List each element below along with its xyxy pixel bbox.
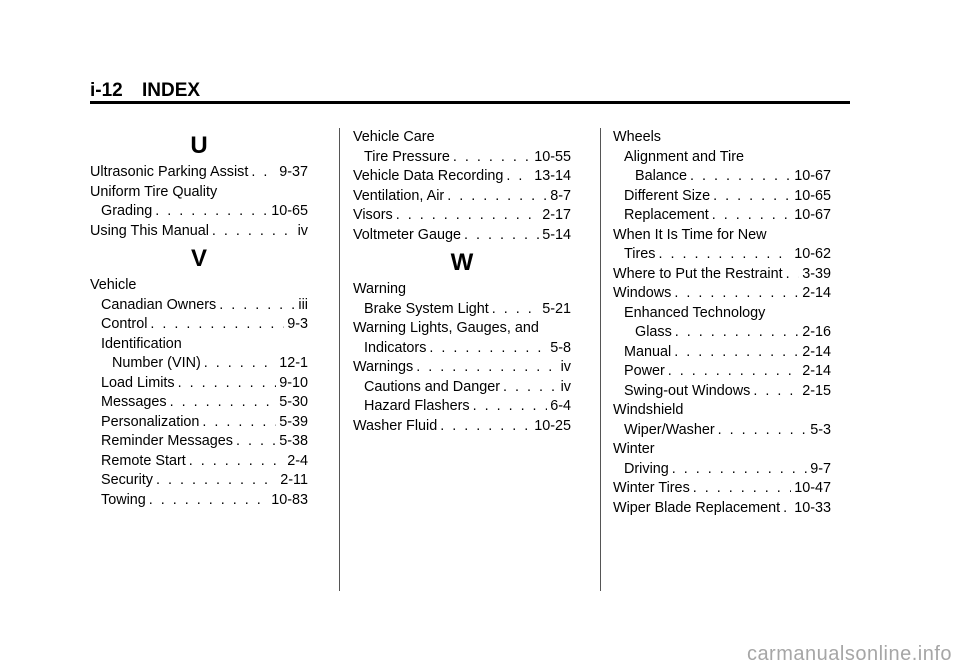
- page-ref: 10-62: [794, 246, 831, 262]
- page-ref: 5-14: [542, 226, 571, 243]
- dot-leader: [429, 339, 547, 359]
- page-ref: 10-55: [534, 148, 571, 165]
- dot-leader: [674, 284, 799, 304]
- dot-leader: [170, 393, 277, 413]
- index-term: Identification: [101, 335, 182, 352]
- index-entry: [90, 222, 308, 242]
- index-entry: [90, 315, 308, 335]
- page-ref: 2-15: [802, 382, 831, 399]
- index-entry: [613, 187, 831, 207]
- dot-leader: [453, 148, 531, 168]
- index-term: Canadian Owners: [101, 296, 217, 313]
- dot-leader: [440, 417, 531, 437]
- index-entry: [613, 382, 831, 402]
- index-term: Hazard Flashers: [364, 398, 470, 414]
- index-entry: [613, 265, 831, 285]
- index-term: Warning: [353, 281, 407, 297]
- page-ref: 2-14: [802, 343, 831, 360]
- index-term: Windshield: [613, 402, 684, 418]
- dot-leader: [416, 358, 557, 378]
- index-entry: [613, 245, 831, 265]
- page-ref: 8-7: [550, 187, 571, 204]
- page-ref: iv: [560, 359, 571, 375]
- header-rule: [90, 101, 850, 104]
- page-ref: 2-17: [542, 207, 571, 223]
- index-term: Brake System Light: [364, 300, 489, 317]
- index-entry: [613, 479, 831, 499]
- index-entry: [613, 362, 831, 382]
- dot-leader: [672, 460, 807, 480]
- index-entry: [613, 343, 831, 363]
- index-term: Vehicle Care: [353, 129, 435, 145]
- index-entry: [613, 284, 831, 304]
- index-term: Towing: [101, 491, 146, 508]
- index-entry: [353, 280, 571, 300]
- index-term: Visors: [353, 207, 393, 223]
- dot-leader: [506, 167, 531, 187]
- page-ref: 9-7: [810, 460, 831, 477]
- section-letter: V: [190, 245, 207, 272]
- dot-leader: [396, 206, 539, 226]
- index-entry: [90, 296, 308, 316]
- index-term: Personalization: [101, 413, 200, 430]
- index-term: Vehicle Data Recording: [353, 168, 504, 184]
- page-header: [90, 80, 200, 102]
- index-entry: [90, 471, 308, 491]
- dot-leader: [786, 265, 800, 285]
- dot-leader: [150, 315, 284, 335]
- page-ref: 2-14: [802, 285, 831, 301]
- index-term: Swing-out Windows: [624, 382, 751, 399]
- index-entry: [90, 276, 308, 296]
- index-entry: [353, 397, 571, 417]
- dot-leader: [674, 343, 799, 363]
- index-term: Using This Manual: [90, 222, 209, 239]
- page-ref: 5-21: [542, 300, 571, 317]
- page-ref: 10-65: [794, 187, 831, 204]
- index-term: Wiper Blade Replacement: [613, 499, 781, 516]
- watermark: carmanualsonline.info: [746, 643, 952, 665]
- index-term: Warning Lights, Gauges, and: [353, 320, 539, 336]
- index-entry: [353, 128, 571, 148]
- index-entry: [613, 499, 831, 519]
- dot-leader: [753, 382, 799, 402]
- index-entry: [90, 393, 308, 413]
- page-ref: 9-37: [279, 164, 308, 180]
- page-ref: 9-3: [287, 316, 308, 332]
- index-term: Driving: [624, 460, 669, 477]
- page-ref: 5-38: [279, 433, 308, 449]
- index-entry: [90, 491, 308, 511]
- index-term: Cautions and Danger: [364, 378, 501, 395]
- index-term: Indicators: [364, 339, 427, 356]
- index-column-2: [353, 128, 571, 436]
- dot-leader: [713, 187, 791, 207]
- page-ref: 10-33: [794, 499, 831, 516]
- dot-leader: [212, 222, 295, 242]
- index-term: Uniform Tire Quality: [90, 183, 218, 200]
- index-term: Winter: [613, 441, 655, 457]
- dot-leader: [178, 374, 277, 394]
- index-term: Washer Fluid: [353, 417, 438, 434]
- section-letter: W: [450, 249, 474, 276]
- dot-leader: [690, 167, 791, 187]
- index-entry: [90, 354, 308, 374]
- page-ref: iv: [297, 222, 308, 239]
- index-entry: [353, 148, 571, 168]
- column-divider: [600, 128, 601, 591]
- page-ref: 10-65: [271, 203, 308, 219]
- index-term: Glass: [635, 324, 672, 340]
- index-term: Where to Put the Restraint: [613, 265, 783, 282]
- page-ref: 2-11: [280, 472, 308, 488]
- index-term: Replacement: [624, 207, 709, 223]
- index-term: Balance: [635, 168, 688, 184]
- page-ref: 10-67: [794, 207, 831, 223]
- index-entry: [613, 226, 831, 246]
- index-entry: [353, 300, 571, 320]
- dot-leader: [219, 296, 295, 316]
- index-entry: [613, 148, 831, 168]
- index-entry: [613, 167, 831, 187]
- page-ref: 9-10: [279, 374, 308, 391]
- page-ref: 12-1: [279, 355, 308, 371]
- index-term: Control: [101, 316, 148, 332]
- index-entry: [353, 339, 571, 359]
- page-ref: 5-39: [279, 413, 308, 430]
- index-term: Load Limits: [101, 374, 175, 391]
- index-entry: [90, 202, 308, 222]
- index-term: Different Size: [624, 187, 711, 204]
- index-entry: [90, 183, 308, 203]
- page-ref: 2-14: [802, 363, 831, 379]
- index-term: Ultrasonic Parking Assist: [90, 164, 249, 180]
- dot-leader: [251, 163, 276, 183]
- dot-leader: [658, 245, 791, 265]
- dot-leader: [149, 491, 268, 511]
- index-entry: [613, 460, 831, 480]
- page-ref: 13-14: [534, 168, 571, 184]
- column-divider: [339, 128, 340, 591]
- dot-leader: [204, 354, 276, 374]
- index-entry: [613, 401, 831, 421]
- dot-leader: [693, 479, 791, 499]
- page-ref: 3-39: [802, 265, 831, 282]
- page-ref: iii: [298, 296, 308, 313]
- index-entry: [90, 432, 308, 452]
- dot-leader: [155, 202, 268, 222]
- index-entry: [353, 187, 571, 207]
- index-entry: [90, 374, 308, 394]
- dot-leader: [783, 499, 791, 519]
- dot-leader: [464, 226, 539, 246]
- index-term: Ventilation, Air: [353, 187, 445, 204]
- index-entry: [90, 163, 308, 183]
- page-ref: 10-47: [794, 480, 831, 496]
- index-term: Tire Pressure: [364, 148, 450, 165]
- dot-leader: [473, 397, 548, 417]
- index-entry: [90, 413, 308, 433]
- dot-leader: [668, 362, 799, 382]
- index-entry: [613, 323, 831, 343]
- index-column-1: [90, 128, 308, 510]
- dot-leader: [236, 432, 276, 452]
- page-ref: 5-30: [279, 394, 308, 410]
- index-term: Manual: [624, 343, 672, 360]
- page-ref: 6-4: [550, 398, 571, 414]
- index-entry: [353, 206, 571, 226]
- page-title: INDEX: [142, 80, 201, 101]
- dot-leader: [189, 452, 284, 472]
- index-term: Power: [624, 363, 665, 379]
- dot-leader: [202, 413, 276, 433]
- index-entry: [613, 440, 831, 460]
- section-letter: U: [190, 132, 208, 159]
- index-term: Winter Tires: [613, 480, 690, 496]
- index-entry: [353, 417, 571, 437]
- dot-leader: [447, 187, 547, 207]
- index-entry: [353, 226, 571, 246]
- index-term: When It Is Time for New: [613, 226, 767, 243]
- index-column-3: [613, 128, 831, 518]
- dot-leader: [718, 421, 808, 441]
- index-term: Windows: [613, 285, 672, 301]
- page-ref: 10-25: [534, 417, 571, 434]
- dot-leader: [503, 378, 558, 398]
- page-ref: 5-3: [810, 421, 831, 438]
- index-term: Remote Start: [101, 452, 186, 469]
- index-term: Reminder Messages: [101, 433, 233, 449]
- index-term: Wiper/Washer: [624, 421, 715, 438]
- page-ref: 2-4: [287, 452, 308, 469]
- index-term: Voltmeter Gauge: [353, 226, 461, 243]
- index-entry: [613, 421, 831, 441]
- index-term: Number (VIN): [112, 355, 201, 371]
- index-entry: [353, 319, 571, 339]
- index-entry: [353, 167, 571, 187]
- index-term: Security: [101, 472, 153, 488]
- dot-leader: [156, 471, 277, 491]
- index-term: Enhanced Technology: [624, 304, 766, 321]
- index-term: Messages: [101, 394, 167, 410]
- index-term: Tires: [624, 246, 656, 262]
- page-ref: iv: [560, 378, 571, 395]
- index-entry: [90, 335, 308, 355]
- dot-leader: [492, 300, 539, 320]
- index-entry: [353, 358, 571, 378]
- dot-leader: [675, 323, 799, 343]
- index-term: Warnings: [353, 359, 414, 375]
- index-entry: [613, 304, 831, 324]
- page-ref: 2-16: [802, 324, 831, 340]
- page-ref: 10-67: [794, 168, 831, 184]
- page-ref: 5-8: [550, 339, 571, 356]
- index-entry: [90, 452, 308, 472]
- dot-leader: [712, 206, 791, 226]
- index-term: Grading: [101, 203, 153, 219]
- index-entry: [613, 128, 831, 148]
- page-number: i-12: [90, 80, 123, 101]
- index-term: Alignment and Tire: [624, 148, 744, 165]
- page-ref: 10-83: [271, 491, 308, 508]
- index-term: Wheels: [613, 129, 661, 145]
- index-term: Vehicle: [90, 277, 137, 293]
- index-entry: [613, 206, 831, 226]
- index-entry: [353, 378, 571, 398]
